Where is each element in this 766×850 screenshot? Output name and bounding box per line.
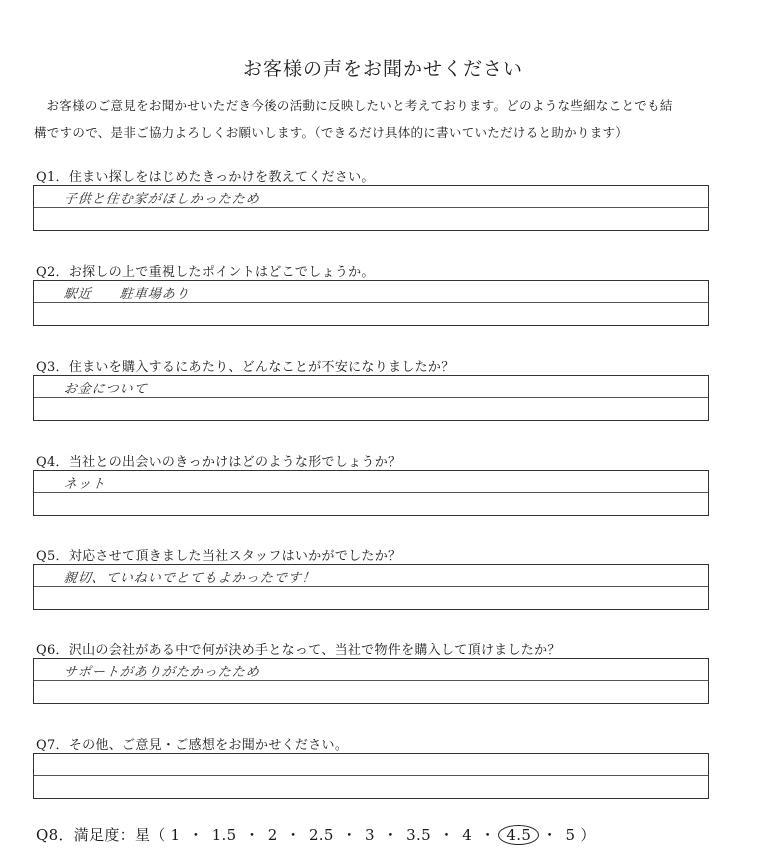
question-label-q2: Q2．お探しの上で重視したポイントはどこでしょうか。 [36, 265, 375, 280]
answer-box-q1[interactable] [33, 185, 709, 231]
rating-option[interactable]: 3 [365, 826, 375, 844]
answer-box-q5[interactable] [33, 564, 709, 610]
rating-separator: ・ [285, 826, 301, 844]
answer-box-q6[interactable] [33, 658, 709, 704]
rating-option-selected[interactable]: 4.5 [498, 825, 539, 845]
rating-option[interactable]: 2.5 [308, 826, 334, 844]
answer-box-q7[interactable] [33, 753, 709, 799]
rating-separator: ・ [188, 826, 204, 844]
answer-line-divider [34, 586, 708, 587]
rating-separator: ・ [438, 826, 455, 844]
intro-line-2: 構ですので、是非ご協力よろしくお願いします。（できるだけ具体的に書いていただけると助かります） [34, 125, 629, 140]
survey-title: お客様の声をお聞かせください [242, 58, 523, 80]
rating-option[interactable]: 3.5 [406, 826, 431, 844]
rating-separator: ・ [244, 826, 260, 844]
rating-option[interactable]: 2 [267, 826, 278, 844]
question-label-q5: Q5．対応させて頂きました当社スタッフはいかがでしたか？ [36, 549, 402, 564]
rating-option[interactable]: 1 [170, 826, 181, 844]
rating-separator: ・ [542, 826, 558, 844]
answer-box-q2[interactable] [33, 280, 709, 326]
satisfaction-rating [36, 824, 596, 845]
rating-option[interactable]: 4 [462, 826, 473, 844]
question-label-q6: Q6．沢山の会社がある中で何が決め手となって、当社で物件を購入して頂けましたか？ [36, 643, 561, 658]
question-label-q4: Q4．当社との出会いのきっかけはどのような形でしょうか？ [36, 455, 402, 470]
question-label-q7: Q7．その他、ご意見・ご感想をお聞かせください。 [36, 738, 349, 753]
answer-line-divider [34, 207, 708, 208]
question-label-q3: Q3．住まいを購入するにあたり、どんなことが不安になりましたか？ [36, 360, 455, 375]
answer-line-divider [34, 492, 708, 493]
answer-box-q3[interactable] [33, 375, 709, 421]
answer-text-q1: 子供と住む家がほしかったため [63, 192, 261, 207]
answer-line-divider [34, 397, 708, 398]
answer-box-q4[interactable] [33, 470, 709, 516]
answer-line-divider [34, 775, 708, 776]
answer-text-q3: お金について [63, 382, 149, 397]
rating-separator: ・ [341, 826, 358, 844]
rating-close: ） [580, 826, 596, 844]
rating-separator: ・ [382, 826, 399, 844]
answer-text-q4: ネット [63, 477, 107, 492]
answer-text-q2: 駅近 駐車場あり [63, 287, 191, 302]
rating-option[interactable]: 5 [565, 826, 576, 844]
answer-text-q6: サポートがありがたかったため [63, 665, 261, 680]
answer-line-divider [34, 680, 708, 681]
intro-line-1: お客様のご意見をお聞かせいただき今後の活動に反映したいと考えております。どのような些細なことでも結 [46, 98, 673, 113]
rating-label: Q8．満足度：星（ [36, 826, 166, 844]
rating-options [166, 826, 581, 844]
rating-option[interactable]: 1.5 [211, 826, 237, 844]
question-label-q1: Q1．住まい探しをはじめたきっかけを教えてください。 [36, 170, 375, 185]
answer-line-divider [34, 302, 708, 303]
rating-separator: ・ [480, 826, 496, 844]
intro-text [34, 92, 724, 146]
answer-text-q5: 親切、ていねいでとてもよかったです！ [63, 571, 317, 586]
